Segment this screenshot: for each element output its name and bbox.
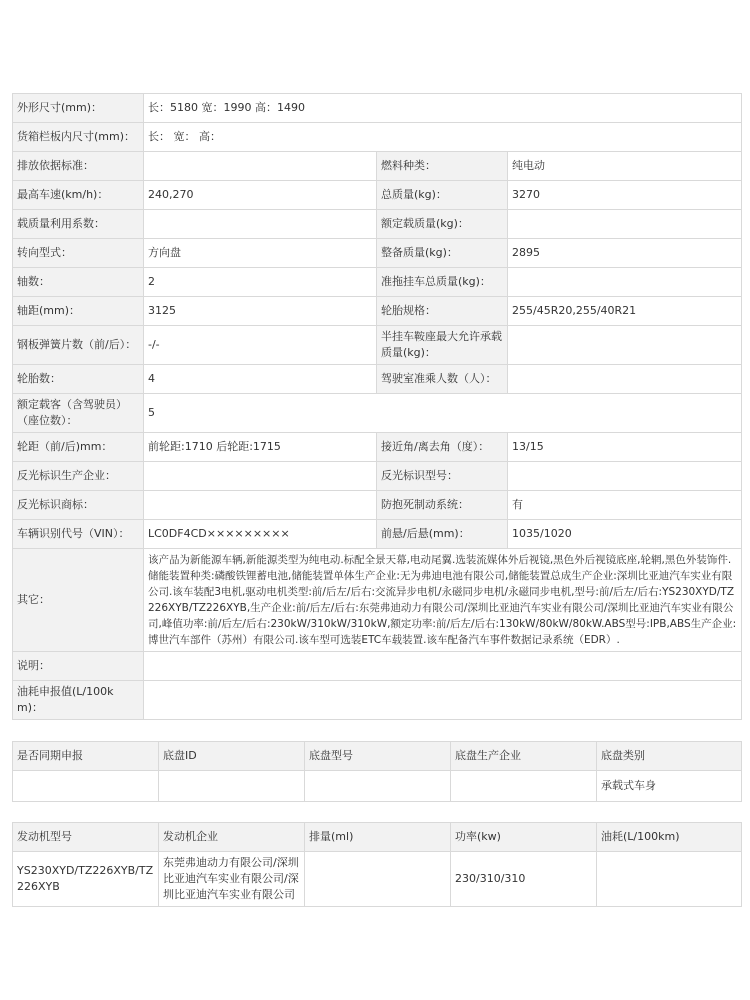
note-label: 说明： [13, 652, 144, 681]
leaf-spring-value: -/- [144, 326, 377, 365]
column-header: 油耗(L/100km) [597, 823, 742, 852]
trailer-label: 准拖挂车总质量(kg)： [377, 268, 508, 297]
table-row [13, 210, 742, 239]
table-cell [305, 852, 451, 907]
curb-mass-label: 整备质量(kg)： [377, 239, 508, 268]
column-header: 底盘型号 [305, 742, 451, 771]
track-label: 轮距（前/后)mm： [13, 433, 144, 462]
wheelbase-value: 3125 [144, 297, 377, 326]
table-row [13, 491, 742, 520]
angle-label: 接近角/离去角（度）： [377, 433, 508, 462]
rated-load-value [508, 210, 742, 239]
column-header: 底盘ID [159, 742, 305, 771]
vin-label: 车辆识别代号（VIN）： [13, 520, 144, 549]
table-row [13, 239, 742, 268]
fuel-value: 纯电动 [508, 152, 742, 181]
steering-value: 方向盘 [144, 239, 377, 268]
reflector-maker-value [144, 462, 377, 491]
cargo-value: 长： 宽： 高： [144, 123, 742, 152]
column-header: 功率(kw) [451, 823, 597, 852]
table-cell: 承载式车身 [597, 771, 742, 802]
table-row [13, 365, 742, 394]
speed-value: 240,270 [144, 181, 377, 210]
passengers-value: 5 [144, 394, 742, 433]
table-cell: 230/310/310 [451, 852, 597, 907]
column-header: 发动机型号 [13, 823, 159, 852]
table-cell [597, 852, 742, 907]
table-row [13, 771, 742, 802]
total-mass-label: 总质量(kg)： [377, 181, 508, 210]
steering-label: 转向型式： [13, 239, 144, 268]
engine-table [12, 822, 742, 907]
leaf-spring-label: 钢板弹簧片数（前/后）： [13, 326, 144, 365]
reflector-model-value [508, 462, 742, 491]
saddle-label: 半挂车鞍座最大允许承载质量(kg)： [377, 326, 508, 365]
angle-value: 13/15 [508, 433, 742, 462]
column-header: 排量(ml) [305, 823, 451, 852]
speed-label: 最高车速(km/h)： [13, 181, 144, 210]
axles-value: 2 [144, 268, 377, 297]
table-cell: 东莞弗迪动力有限公司/深圳比亚迪汽车实业有限公司/深圳比亚迪汽车实业有限公司 [159, 852, 305, 907]
fuel-label: 燃料种类： [377, 152, 508, 181]
axles-label: 轴数： [13, 268, 144, 297]
table-row [13, 297, 742, 326]
reflector-brand-value [144, 491, 377, 520]
note-value [144, 652, 742, 681]
table-cell [159, 771, 305, 802]
abs-label: 防抱死制动系统： [377, 491, 508, 520]
vin-value: LC0DF4CD××××××××× [144, 520, 377, 549]
table-row [13, 181, 742, 210]
table-row [13, 326, 742, 365]
tire-spec-value: 255/45R20,255/40R21 [508, 297, 742, 326]
table-header-row [13, 742, 742, 771]
emission-value [144, 152, 377, 181]
table-cell [451, 771, 597, 802]
table-row [13, 433, 742, 462]
overhang-value: 1035/1020 [508, 520, 742, 549]
reflector-model-label: 反光标识型号： [377, 462, 508, 491]
reflector-maker-label: 反光标识生产企业： [13, 462, 144, 491]
table-cell [305, 771, 451, 802]
dimensions-value: 长：5180 宽：1990 高：1490 [144, 94, 742, 123]
table-row [13, 520, 742, 549]
wheelbase-label: 轴距(mm)： [13, 297, 144, 326]
table-row [13, 94, 742, 123]
reflector-brand-label: 反光标识商标： [13, 491, 144, 520]
table-row [13, 462, 742, 491]
table-row [13, 123, 742, 152]
other-label: 其它： [13, 549, 144, 652]
saddle-value [508, 326, 742, 365]
rated-load-label: 额定载质量(kg)： [377, 210, 508, 239]
column-header: 底盘生产企业 [451, 742, 597, 771]
overhang-label: 前悬/后悬(mm)： [377, 520, 508, 549]
table-cell [13, 771, 159, 802]
column-header: 发动机企业 [159, 823, 305, 852]
passengers-label: 额定载客（含驾驶员）（座位数）： [13, 394, 144, 433]
curb-mass-value: 2895 [508, 239, 742, 268]
table-header-row [13, 823, 742, 852]
spec-table [12, 93, 742, 720]
cab-value [508, 365, 742, 394]
table-row [13, 681, 742, 720]
table-row [13, 852, 742, 907]
other-value: 该产品为新能源车辆,新能源类型为纯电动.标配全景天幕,电动尾翼.选装流媒体外后视镜,黑色外后视镜底座,轮辋,黑色外装饰件.储能装置种类:磷酸铁锂蓄电池,储能装置单体生产企业:无为弗迪电池有限公司,储能装置总成生产企业:深圳比亚迪汽车实业有限公司.该车装配3电机,驱动电机类型:前/后左/后右:交流异步电机/永磁同步电机/永磁同步电机,型号:前/后左/后右:YS230XYD/TZ226XYB/TZ226XYB,生产企业:前/后左/后右:东莞弗迪动力有限公司/深圳比亚迪汽车实业有限公司/深圳比亚迪汽车实业有限公司,峰值功率:前/后左/后右:230kW/310kW/310kW,额定功率:前/后左/后右:130kW/80kW/80kW.ABS型号:IPB,ABS生产企业:博世汽车部件（苏州）有限公司.该车型可选装ETC车载装置.该车配备汽车事件数据记录系统（EDR）. [144, 549, 742, 652]
trailer-value [508, 268, 742, 297]
table-row [13, 152, 742, 181]
dimensions-label: 外形尺寸(mm)： [13, 94, 144, 123]
tire-spec-label: 轮胎规格： [377, 297, 508, 326]
emission-label: 排放依据标准： [13, 152, 144, 181]
cab-label: 驾驶室准乘人数（人）： [377, 365, 508, 394]
track-value: 前轮距:1710 后轮距:1715 [144, 433, 377, 462]
table-cell: YS230XYD/TZ226XYB/TZ226XYB [13, 852, 159, 907]
load-util-value [144, 210, 377, 239]
tires-label: 轮胎数： [13, 365, 144, 394]
cargo-label: 货箱栏板内尺寸(mm)： [13, 123, 144, 152]
fuel-consumption-value [144, 681, 742, 720]
table-row [13, 652, 742, 681]
table-row [13, 394, 742, 433]
table-row [13, 268, 742, 297]
load-util-label: 载质量利用系数： [13, 210, 144, 239]
table-row [13, 549, 742, 652]
total-mass-value: 3270 [508, 181, 742, 210]
column-header: 是否同期申报 [13, 742, 159, 771]
chassis-table [12, 741, 742, 802]
tires-value: 4 [144, 365, 377, 394]
fuel-consumption-label: 油耗申报值(L/100km)： [13, 681, 144, 720]
column-header: 底盘类别 [597, 742, 742, 771]
abs-value: 有 [508, 491, 742, 520]
